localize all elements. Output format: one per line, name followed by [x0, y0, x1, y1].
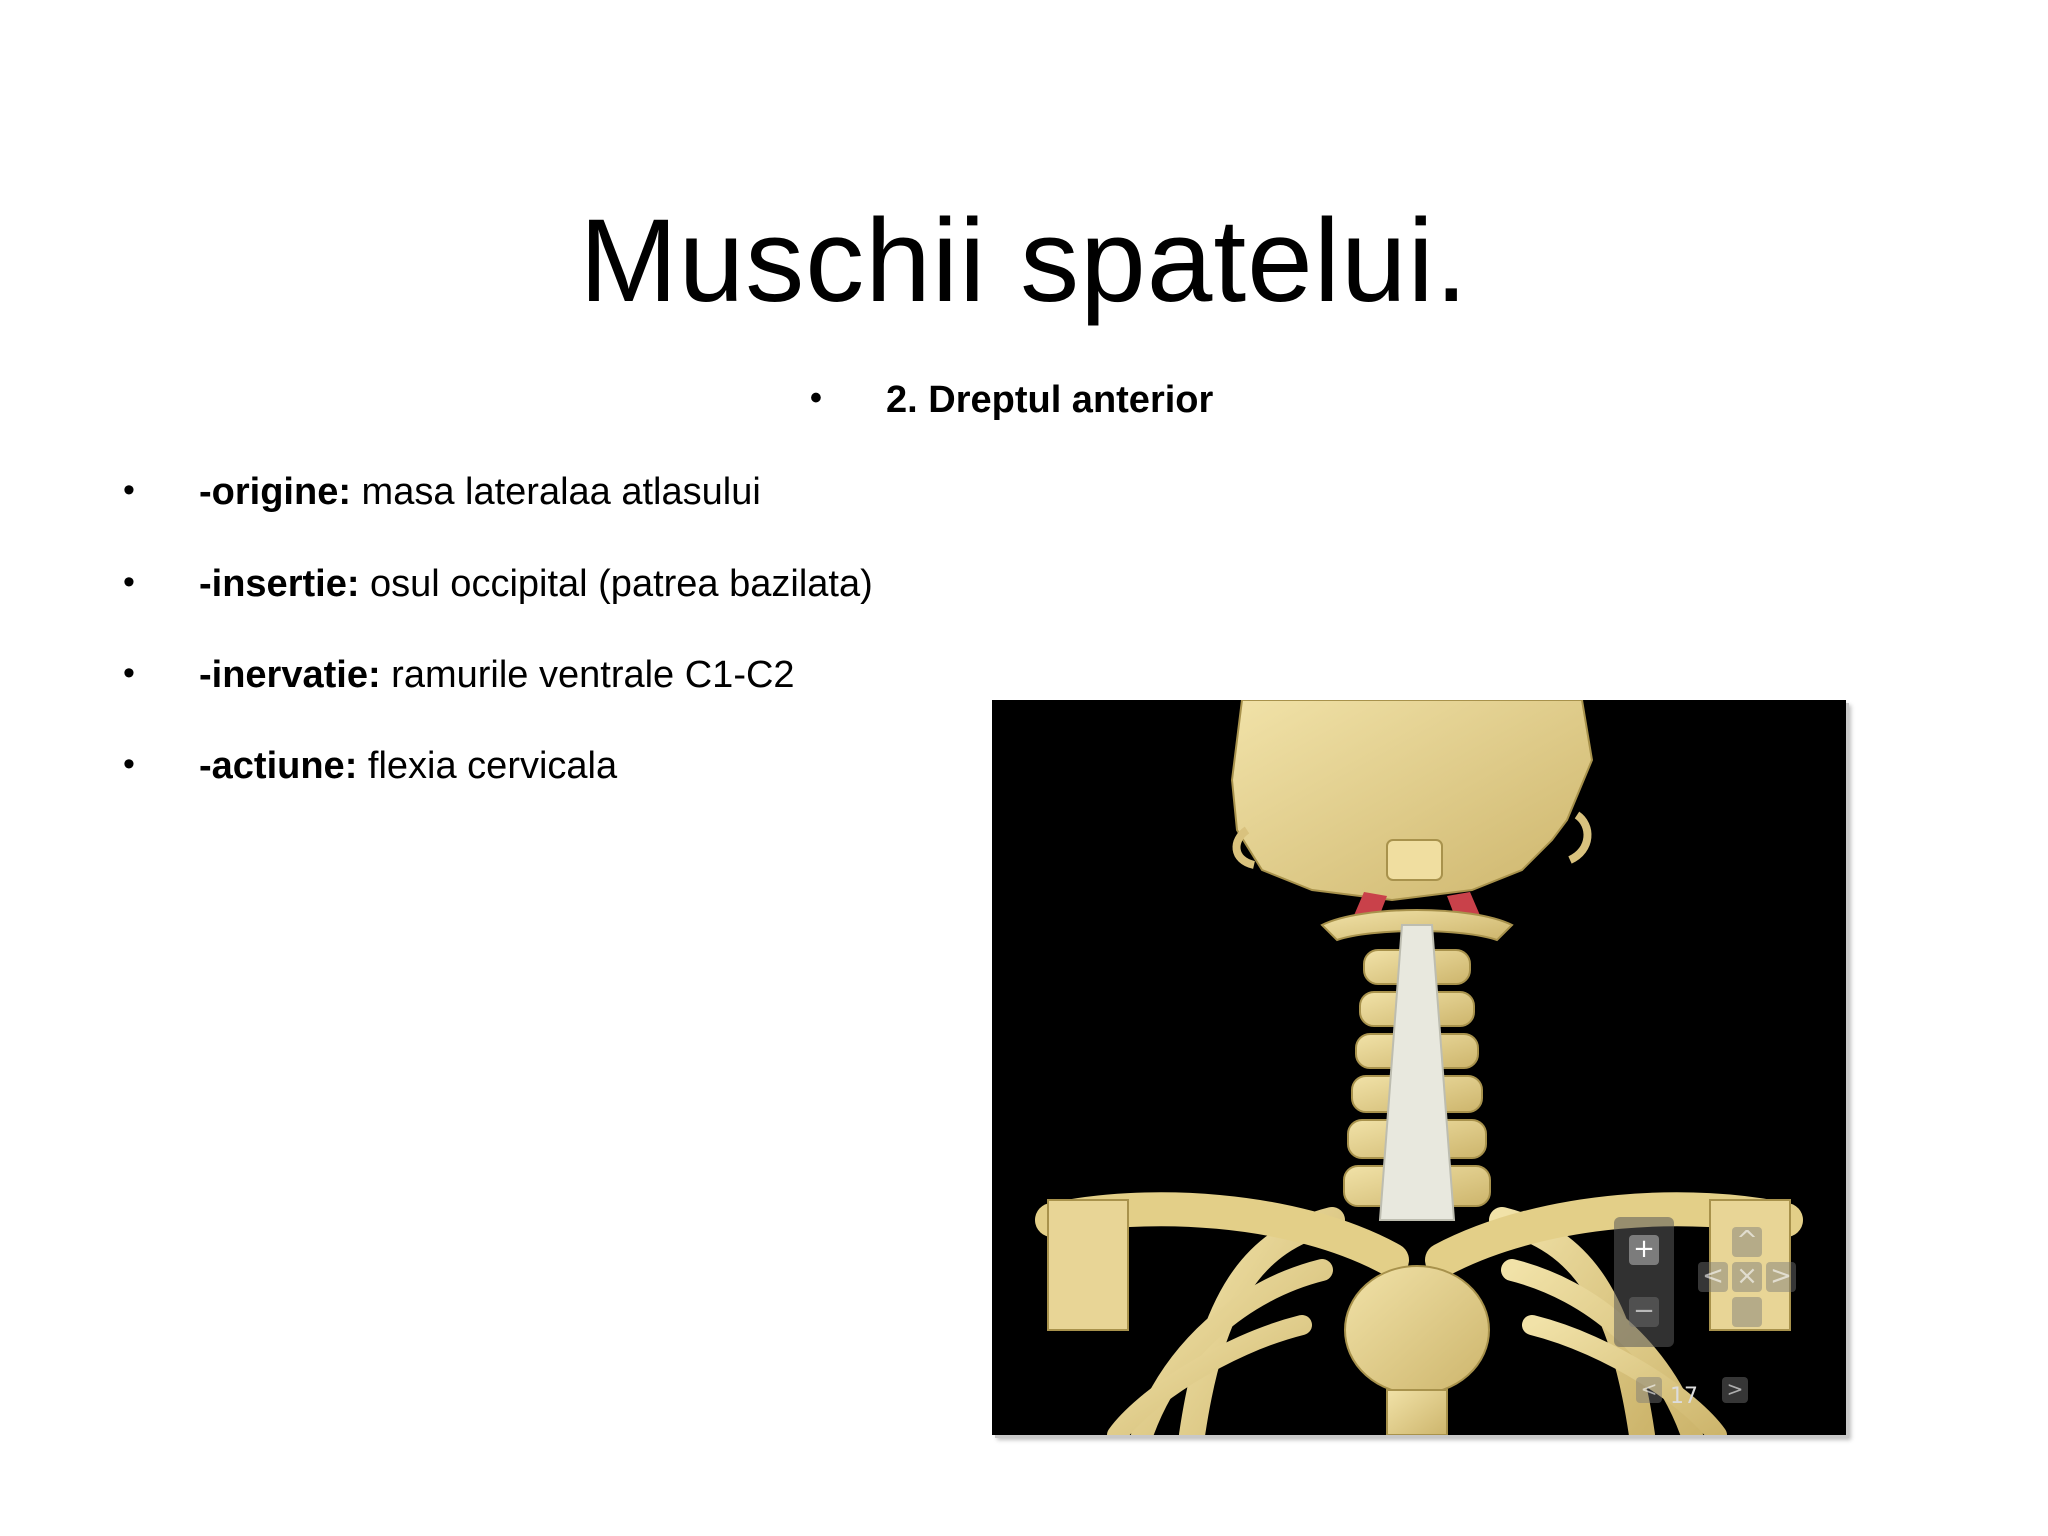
zoom-out-icon[interactable]: − [1629, 1297, 1659, 1327]
viewer-controls [1614, 1217, 1824, 1417]
subheading-text: 2. Dreptul anterior [886, 379, 1214, 421]
anatomy-figure [992, 700, 1846, 1435]
slide-title: Muschii spatelui. [579, 195, 1469, 328]
next-page-icon[interactable]: > [1722, 1377, 1748, 1403]
bullet-dot: • [810, 379, 822, 417]
bullet-text: flexia cervicala [357, 745, 618, 787]
page-number: 17 [1670, 1384, 1698, 1409]
bullet-label: -actiune: [199, 745, 358, 787]
bullet-dot: • [123, 563, 135, 601]
bullet-text: osul occipital (patrea bazilata) [359, 563, 873, 605]
bullet-text: ramurile ventrale C1-C2 [380, 654, 795, 696]
pan-reset-icon[interactable]: × [1732, 1262, 1762, 1292]
bullet-item-actiune [123, 744, 618, 790]
bullet-label: -insertie: [199, 563, 360, 605]
bullet-text: masa lateralaa atlasului [350, 471, 761, 513]
bullet-label: -origine: [199, 471, 351, 513]
bullet-item-insertie [123, 562, 873, 608]
zoom-in-icon[interactable]: + [1629, 1235, 1659, 1265]
prev-page-icon[interactable]: < [1636, 1377, 1662, 1403]
pan-up-icon[interactable]: ^ [1732, 1227, 1762, 1257]
bullet-item-origine [123, 470, 761, 516]
subheading [810, 378, 1214, 424]
bullet-dot: • [123, 745, 135, 783]
pan-down-icon[interactable] [1732, 1297, 1762, 1327]
bullet-item-inervatie [123, 653, 795, 699]
pan-right-icon[interactable]: > [1766, 1262, 1796, 1292]
bullet-dot: • [123, 471, 135, 509]
pan-left-icon[interactable]: < [1698, 1262, 1728, 1292]
bullet-label: -inervatie: [199, 654, 381, 696]
bullet-dot: • [123, 654, 135, 692]
sternum [1345, 1266, 1489, 1394]
